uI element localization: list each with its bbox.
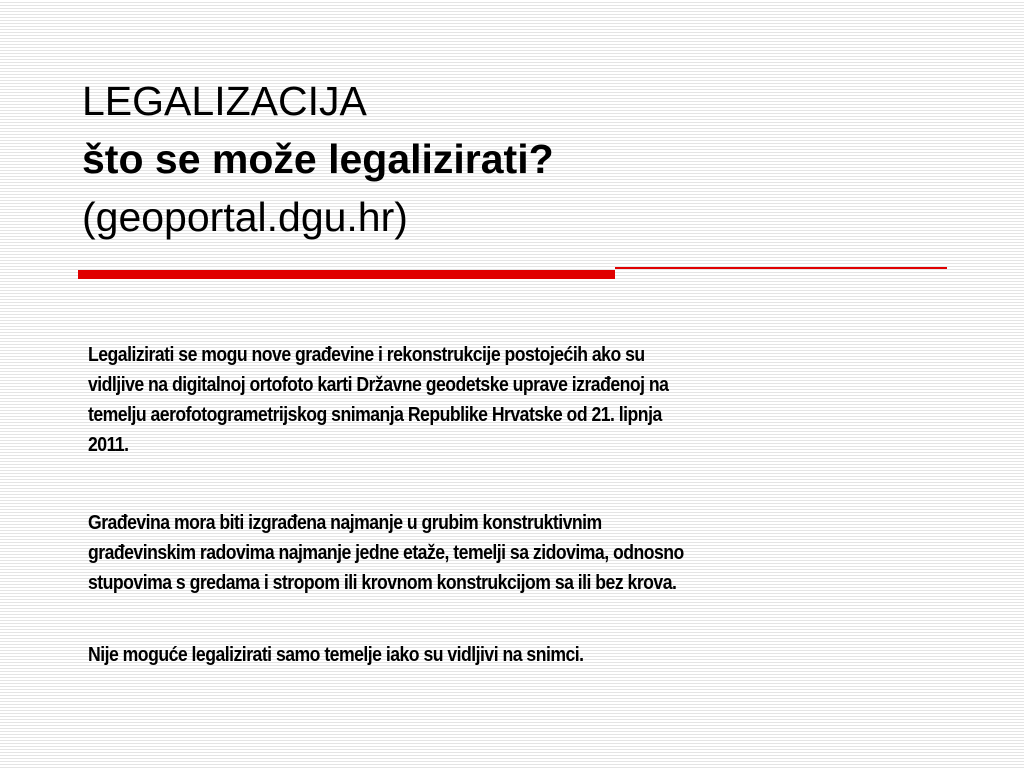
paragraph-line: temelju aerofotogrametrijskog snimanja Republike Hrvatske od 21. lipnja <box>88 403 662 426</box>
paragraph-foundations-note <box>88 640 584 670</box>
title-divider-thin <box>615 267 947 269</box>
paragraph-line: građevinskim radovima najmanje jedne etaže, temelji sa zidovima, odnosno <box>88 541 684 564</box>
paragraph-construction-stage <box>88 508 684 598</box>
paragraph-line: Legalizirati se mogu nove građevine i rekonstrukcije postojećih ako su <box>88 343 645 366</box>
paragraph-line: Građevina mora biti izgrađena najmanje u grubim konstruktivnim <box>88 511 602 534</box>
paragraph-line: stupovima s gredama i stropom ili krovnom konstrukcijom sa ili bez krova. <box>88 571 677 594</box>
paragraph-conditions <box>88 340 668 460</box>
title-subtitle: što se može legalizirati? <box>82 136 554 182</box>
paragraph-line: 2011. <box>88 433 129 456</box>
slide-title <box>82 72 942 246</box>
paragraph-line: Nije moguće legalizirati samo temelje iako su vidljivi na snimci. <box>88 643 584 666</box>
title-main: LEGALIZACIJA <box>82 78 367 124</box>
title-source: (geoportal.dgu.hr) <box>82 194 408 240</box>
paragraph-line: vidljive na digitalnoj ortofoto karti Državne geodetske uprave izrađenoj na <box>88 373 669 396</box>
title-divider-thick <box>78 270 615 279</box>
